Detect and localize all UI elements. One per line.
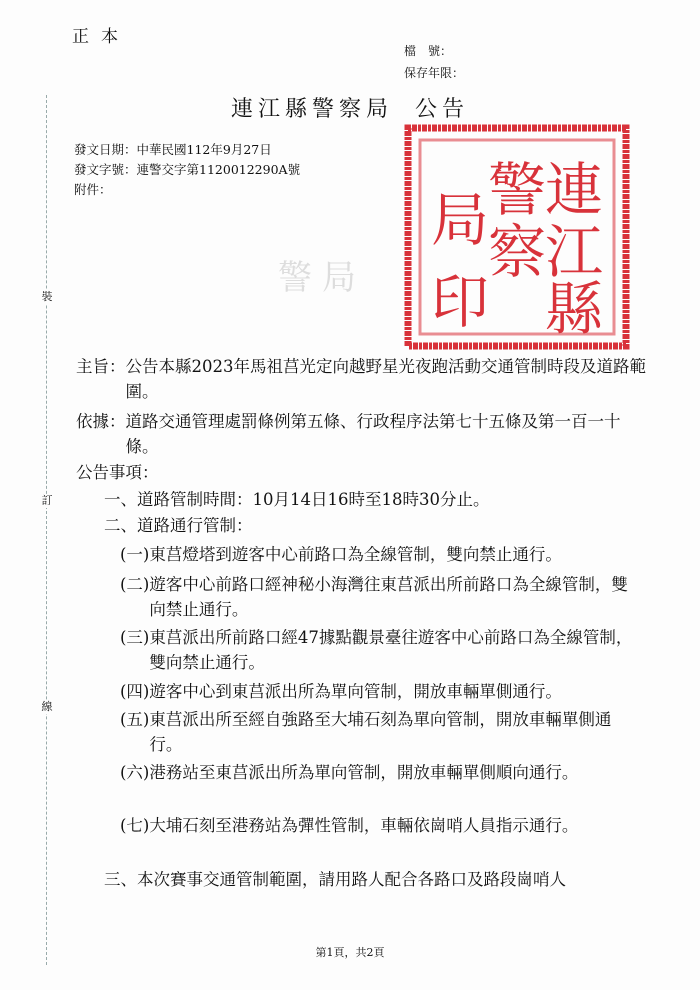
faint-imprint: 警局 xyxy=(278,258,366,298)
retention-field xyxy=(404,64,464,81)
issue-number-value: 連警交字第1120012290A號 xyxy=(136,162,301,177)
attachments xyxy=(74,180,112,198)
document-type: 公告 xyxy=(415,97,470,122)
seal-char-3: 縣 xyxy=(544,275,604,343)
retention-label: 保存年限： xyxy=(404,66,465,80)
subject-text: 公告本縣2023年馬祖莒光定向越野星光夜跑活動交通管制時段及道路範圍。 xyxy=(125,357,646,401)
notice-heading xyxy=(76,461,159,486)
item-number: 二、 xyxy=(104,516,137,535)
sub-item-text: 遊客中心到東莒派出所為單向管制，開放車輛單側通行。 xyxy=(149,682,562,701)
basis-label: 依據： xyxy=(76,412,126,431)
binding-line xyxy=(46,95,47,965)
agency-name: 連江縣警察局 xyxy=(230,97,393,122)
sub-item-text: 港務站至東莒派出所為單向管制，開放車輛單側順向通行。 xyxy=(149,763,579,782)
issue-number-label: 發文字號： xyxy=(74,162,137,177)
file-number-label: 檔 號： xyxy=(404,44,453,58)
page-footer: 第1頁，共2頁 xyxy=(315,946,385,959)
sub-item-number: (三) xyxy=(120,628,150,647)
basis-text: 道路交通管理處罰條例第五條、行政程序法第七十五條及第一百一十條。 xyxy=(125,412,621,456)
sub-item-number: (五) xyxy=(120,710,150,729)
official-seal xyxy=(402,122,632,352)
sub-item-number: (四) xyxy=(120,682,150,701)
file-number-field xyxy=(404,42,452,59)
sub-item xyxy=(120,708,640,758)
issue-date xyxy=(74,140,272,158)
attachments-label: 附件： xyxy=(74,182,112,197)
item-number: 三、 xyxy=(104,870,137,889)
sub-item-number: (六) xyxy=(120,763,150,782)
basis-section xyxy=(76,410,646,460)
sub-item xyxy=(120,680,640,705)
sub-item-text: 東莒派出所前路口經47據點觀景臺往遊客中心前路口為全線管制，雙向禁止通行。 xyxy=(149,628,633,672)
sub-item-number: (一) xyxy=(120,545,150,564)
sub-item-number: (二) xyxy=(120,575,150,594)
document-header xyxy=(0,92,700,123)
item-text: 道路管制時間：10月14日16時至18時30分止。 xyxy=(137,490,490,509)
notice-heading-label: 公告事項： xyxy=(76,463,159,482)
subject-label: 主旨： xyxy=(76,357,126,376)
seal-char-1: 連 xyxy=(544,156,604,224)
seal-char-7: 印 xyxy=(430,268,490,336)
seal-char-6: 局 xyxy=(430,186,490,254)
issue-date-value: 中華民國112年9月27日 xyxy=(136,142,272,157)
issue-number xyxy=(74,160,300,178)
sub-item-text: 東莒派出所至經自強路至大埔石刻為單向管制，開放車輛單側通行。 xyxy=(149,710,612,754)
sub-item-text: 大埔石刻至港務站為彈性管制，車輛依崗哨人員指示通行。 xyxy=(149,816,579,835)
notice-item xyxy=(104,488,644,513)
binding-mark-xian: 線 xyxy=(41,700,53,713)
copy-mark: 正本 xyxy=(72,27,130,47)
binding-mark-zhuang: 裝 xyxy=(41,290,53,303)
seal-char-2: 江 xyxy=(544,218,604,286)
sub-item xyxy=(120,626,640,676)
item-text: 道路通行管制： xyxy=(137,516,253,535)
sub-item xyxy=(120,761,640,786)
issue-date-label: 發文日期： xyxy=(74,142,137,157)
sub-item xyxy=(120,814,640,839)
seal-char-5: 察 xyxy=(487,218,547,286)
sub-item-text: 東莒燈塔到遊客中心前路口為全線管制，雙向禁止通行。 xyxy=(149,545,562,564)
sub-item-text: 遊客中心前路口經神秘小海灣往東莒派出所前路口為全線管制，雙向禁止通行。 xyxy=(149,575,628,619)
sub-item-number: (七) xyxy=(120,816,150,835)
item-number: 一、 xyxy=(104,490,137,509)
sub-item xyxy=(120,543,640,568)
binding-mark-ding: 訂 xyxy=(41,494,53,507)
seal-char-4: 警 xyxy=(487,156,547,224)
item-text: 本次賽事交通管制範圍，請用路人配合各路口及路段崗哨人 xyxy=(137,870,566,889)
sub-item xyxy=(120,573,640,623)
notice-item xyxy=(104,868,644,893)
notice-item xyxy=(104,514,253,539)
subject-section xyxy=(76,355,646,405)
